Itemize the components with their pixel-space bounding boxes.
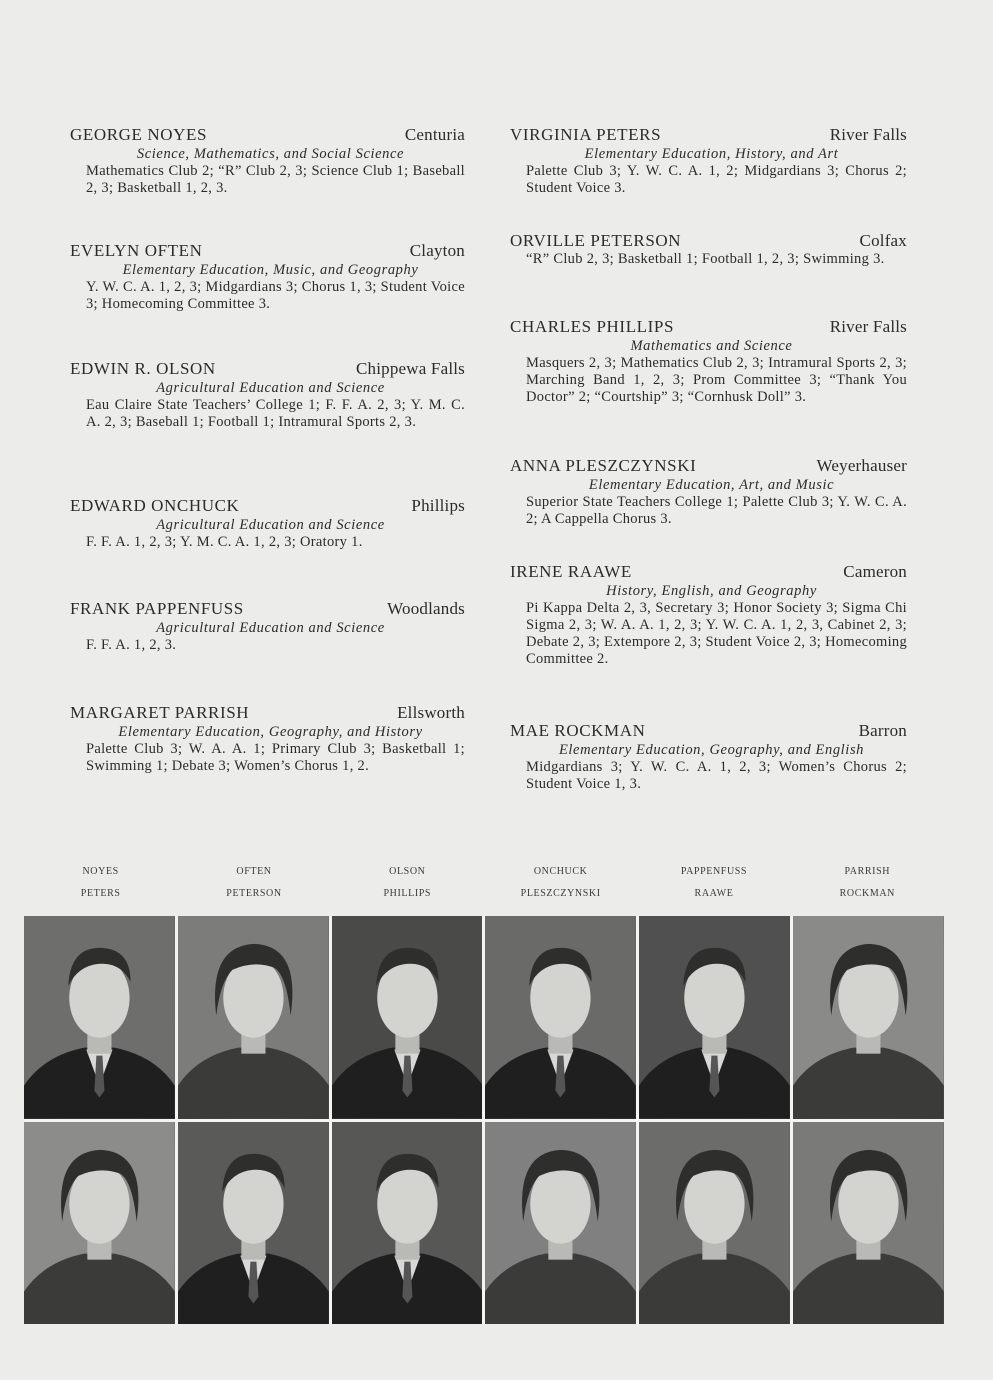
photo-caption: NOYES — [82, 866, 119, 877]
photo-caption: ONCHUCK — [533, 866, 588, 877]
hometown: Woodlands — [387, 599, 465, 618]
student-entry — [510, 456, 907, 528]
activities: Palette Club 3; W. A. A. 1; Primary Club 3; Basketball 1; Swimming 1; Debate 3; Women’s Chorus 1, 2. — [86, 741, 465, 774]
major: Elementary Education, Geography, and English — [558, 742, 865, 758]
student-name: EDWIN R. OLSON — [70, 359, 216, 378]
student-entry — [510, 721, 907, 793]
photo-caption: PARRISH — [844, 866, 891, 877]
portrait-photo — [24, 916, 175, 1119]
portrait-image — [485, 1122, 636, 1325]
photo-caption: ROCKMAN — [839, 888, 895, 899]
major: Elementary Education, History, and Art — [584, 146, 839, 162]
student-name: FRANK PAPPENFUSS — [70, 599, 244, 618]
major: Elementary Education, Geography, and History — [118, 724, 423, 740]
activities: Eau Claire State Teachers’ College 1; F. F. A. 2, 3; Y. M. C. A. 2, 3; Baseball 1; Football 1; Intramural Sports 2, 3. — [86, 397, 465, 430]
photo-caption: PLESZCZYNSKI — [520, 888, 601, 899]
hometown: Colfax — [859, 231, 907, 250]
portrait-image — [639, 1122, 790, 1325]
major: Elementary Education, Music, and Geography — [122, 262, 419, 278]
student-entry — [70, 359, 465, 431]
student-name: ANNA PLESZCZYNSKI — [510, 456, 697, 475]
portrait-image — [332, 916, 483, 1119]
caption-row-top — [24, 866, 944, 888]
photo-caption: OFTEN — [236, 866, 272, 877]
photo-caption: PHILLIPS — [383, 888, 432, 899]
portrait-image — [793, 1122, 944, 1325]
hometown: Clayton — [409, 241, 465, 260]
photo-caption: RAAWE — [694, 888, 734, 899]
major: Agricultural Education and Science — [156, 517, 385, 533]
portrait-photo — [178, 916, 329, 1119]
photo-caption: PAPPENFUSS — [680, 866, 748, 877]
portrait-image — [24, 1122, 175, 1325]
student-name: ORVILLE PETERSON — [510, 231, 682, 250]
activities: Mathematics Club 2; “R” Club 2, 3; Science Club 1; Baseball 2, 3; Basketball 1, 2, 3. — [86, 163, 465, 196]
portrait-photo — [793, 1122, 944, 1325]
portrait-image — [793, 916, 944, 1119]
photo-caption: PETERS — [80, 888, 121, 899]
student-name: MARGARET PARRISH — [70, 703, 250, 722]
photo-caption: OLSON — [389, 866, 426, 877]
portrait-image — [24, 916, 175, 1119]
activities: Midgardians 3; Y. W. C. A. 1, 2, 3; Women’s Chorus 2; Student Voice 1, 3. — [526, 759, 907, 792]
portrait-photo — [178, 1122, 329, 1325]
photo-captions — [24, 866, 944, 910]
portrait-photo — [24, 1122, 175, 1325]
student-name: EVELYN OFTEN — [70, 241, 203, 260]
portrait-photo — [485, 916, 636, 1119]
hometown: Centuria — [404, 125, 465, 144]
major: Elementary Education, Art, and Music — [588, 477, 835, 493]
student-name: IRENE RAAWE — [510, 562, 632, 581]
hometown: Ellsworth — [397, 703, 465, 722]
portrait-photo — [332, 1122, 483, 1325]
student-entry — [70, 599, 465, 654]
activities: Y. W. C. A. 1, 2, 3; Midgardians 3; Chorus 1, 3; Student Voice 3; Homecoming Committee 3. — [86, 279, 465, 312]
activities: Superior State Teachers College 1; Palette Club 3; Y. W. C. A. 2; A Cappella Chorus 3. — [526, 494, 907, 527]
hometown: Weyerhauser — [816, 456, 907, 475]
hometown: River Falls — [829, 125, 907, 144]
portrait-photo — [793, 916, 944, 1119]
major: History, English, and Geography — [606, 583, 817, 599]
student-entry — [510, 562, 907, 668]
portrait-image — [485, 916, 636, 1119]
student-name: GEORGE NOYES — [70, 125, 208, 144]
hometown: Cameron — [843, 562, 907, 581]
major: Science, Mathematics, and Social Science — [136, 146, 405, 162]
portrait-image — [332, 1122, 483, 1325]
activities: “R” Club 2, 3; Basketball 1; Football 1, 2, 3; Swimming 3. — [526, 251, 885, 267]
student-entry — [510, 231, 907, 268]
portrait-photo — [485, 1122, 636, 1325]
hometown: Chippewa Falls — [355, 359, 465, 378]
portrait-image — [639, 916, 790, 1119]
caption-row-bottom — [24, 888, 944, 910]
major: Mathematics and Science — [630, 338, 793, 354]
student-name: VIRGINIA PETERS — [510, 125, 662, 144]
portrait-image — [178, 916, 329, 1119]
major: Agricultural Education and Science — [156, 380, 385, 396]
activities: Pi Kappa Delta 2, 3, Secretary 3; Honor Society 3; Sigma Chi Sigma 2, 3; W. A. A. 1, 2, 3; Y. W. C. A. 1, 2, 3, Cabinet 2, 3; Debate 2, 3; Extempore 2, 3; Student Voice 2, 3; Homecoming Committee 2. — [526, 600, 907, 667]
portrait-image — [178, 1122, 329, 1325]
portrait-photo — [639, 1122, 790, 1325]
portrait-grid — [24, 916, 944, 1324]
portrait-photo — [332, 916, 483, 1119]
major: Agricultural Education and Science — [156, 620, 385, 636]
hometown: Barron — [858, 721, 907, 740]
student-entry — [510, 317, 907, 406]
student-entry — [70, 703, 465, 775]
hometown: Phillips — [411, 496, 465, 515]
activities: F. F. A. 1, 2, 3. — [86, 637, 177, 653]
student-entry — [70, 496, 465, 551]
student-name: EDWARD ONCHUCK — [70, 496, 240, 515]
student-entry — [70, 241, 465, 313]
activities: Palette Club 3; Y. W. C. A. 1, 2; Midgardians 3; Chorus 2; Student Voice 3. — [526, 163, 907, 196]
photo-caption: PETERSON — [226, 888, 282, 899]
student-name: MAE ROCKMAN — [510, 721, 646, 740]
activities: Masquers 2, 3; Mathematics Club 2, 3; Intramural Sports 2, 3; Marching Band 1, 2, 3; Prom Committee 3; “Thank You Doctor” 2; “Courtship” 3; “Cornhusk Doll” 3. — [526, 355, 907, 405]
student-entry — [510, 125, 907, 197]
student-entry — [70, 125, 465, 197]
portrait-photo — [639, 916, 790, 1119]
hometown: River Falls — [829, 317, 907, 336]
activities: F. F. A. 1, 2, 3; Y. M. C. A. 1, 2, 3; Oratory 1. — [86, 534, 363, 550]
student-name: CHARLES PHILLIPS — [510, 317, 675, 336]
